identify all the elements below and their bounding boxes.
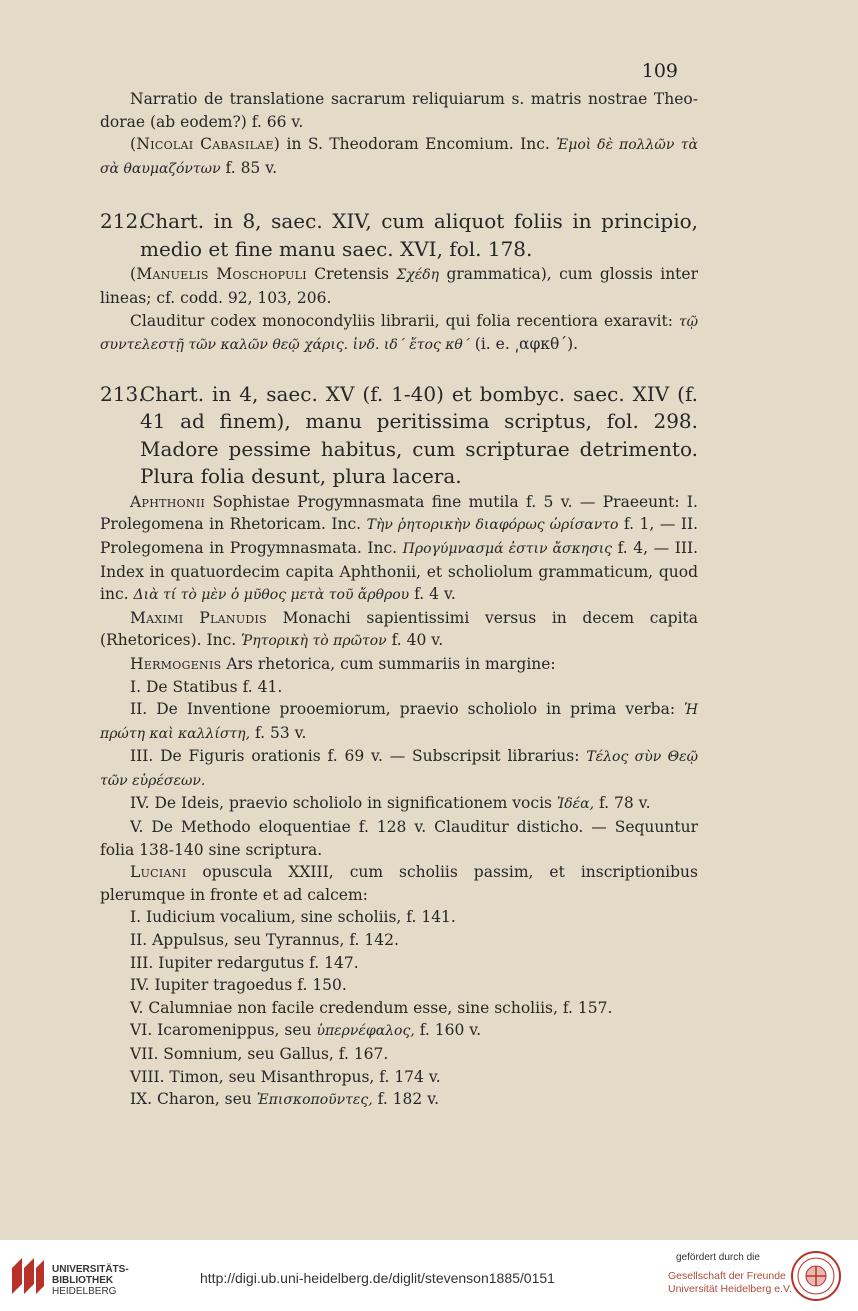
entry-212-heading: 212.Chart. in 8, saec. XIV, cum aliquot foliis in principio, medio et fine manu saec. XVI, fol. 178. [100,209,698,261]
university-library-name: UNIVERSITÄTS- BIBLIOTHEK HEIDELBERG [52,1264,129,1297]
entry-213-aphthonius: Aphthonii Sophistae Progymnasmata fine mutila f. 5 v. — Praeeunt: I. Prolegomena in Rhetoricam. Inc. Τὴν ῥητορικὴν διαφόρως ὡρίσαντο f. 1, — II. Prolegomena in Progymnasmata. Inc. Προγύμνασμά ἐστιν ἄσκησις f. 4, — III. Index in quatuordecim capita Aphthonii, et scholiolum grammaticum, quod inc. Διὰ τί τὸ μὲν ὁ μῦθος μετὰ τοῦ ἄρθρου f. 4 v. [100,492,699,604]
hermogenes-item: III. De Figuris orationis f. 69 v. — Subscripsit librarius: Τέλος σὺν Θεῷ τῶν εὑρέσεων. [100,747,698,789]
hermogenes-item: I. De Statibus f. 41. [130,677,283,696]
university-library-logo-icon[interactable] [8,1254,46,1298]
lucian-item: III. Iupiter redargutus f. 147. [130,953,359,972]
entry-213-planudes: Maximi Planudis Monachi sapientissimi versus in decem capita (Rhetorices). Inc. Ῥητορικὴ τὸ πρῶτον f. 40 v. [100,608,698,650]
entry-212-colophon: Clauditur codex monocondyliis librarii, qui folia recentiora exaravit: τῷ συντελεστῇ τῶν καλῶν θεῷ χάρις. ἰνδ. ιδ΄ ἔτος κθ΄ (i. e. ͵αφκθ΄). [100,311,698,354]
hermogenes-item: V. De Methodo eloquentiae f. 128 v. Clauditur disticho. — Sequuntur folia 138-140 sine scriptura. [100,818,698,859]
lucian-item: VI. Icaromenippus, seu ὑπερνέφαλος, f. 160 v. [130,1021,482,1040]
footer-bar [0,1240,858,1311]
lucian-item: I. Iudicium vocalium, sine scholiis, f. 141. [130,908,456,927]
entry-213 [100,381,698,1112]
entry-213-lucian: Luciani opuscula XXIII, cum scholiis passim, et inscriptionibus plerumque in fronte et ad calcem: [100,863,698,904]
lucian-item: VII. Somnium, seu Gallus, f. 167. [130,1045,389,1063]
page-text [100,88,698,1112]
page-number: 109 [641,60,678,82]
lucian-item: IV. Iupiter tragoedus f. 150. [130,976,347,995]
intro-narratio: Narratio de translatione sacrarum reliquiarum s. matris nostrae Theo- dorae (ab eodem?) f. 66 v. [100,90,698,131]
lucian-item: VIII. Timon, seu Misanthropus, f. 174 v. [130,1067,441,1086]
lucian-item: IX. Charon, seu Ἐπισκοποῦντες, f. 182 v. [130,1090,440,1109]
sponsor-name[interactable]: Gesellschaft der Freunde Universität Heidelberg e.V. [668,1270,792,1295]
intro-encomium: (Nicolai Cabasilae) in S. Theodoram Encomium. Inc. Ἐμοὶ δὲ πολλῶν τὰ σὰ θαυμαζόντων f. 85 v. [100,135,698,177]
university-seal-icon [790,1250,842,1302]
entry-212-moschopulus: (Manuelis Moschopuli Cretensis Σχέδη grammatica), cum glossis inter lineas; cf. codd. 92, 103, 206. [100,265,698,307]
sponsor-label: gefördert durch die [676,1252,760,1263]
entry-213-heading: 213.Chart. in 4, saec. XV (f. 1-40) et bombyc. saec. XIV (f. 41 ad finem), manu peritissima scriptus, fol. 298. Madore pessime habitus, cum scripturae detrimento. Plura folia desunt, plura lacera. [100,381,698,489]
permalink-url[interactable]: http://digi.ub.uni-heidelberg.de/diglit/stevenson1885/0151 [200,1270,555,1286]
entry-212 [100,208,698,356]
lucian-item: V. Calumniae non facile credendum esse, sine scholiis, f. 157. [130,998,613,1017]
intro-block [100,88,698,180]
hermogenes-item: IV. De Ideis, praevio scholiolo in significationem vocis Ἰδέα, f. 78 v. [130,794,651,813]
entry-213-hermogenes: Hermogenis Ars rhetorica, cum summariis in margine: [130,654,556,673]
hermogenes-item: II. De Inventione prooemiorum, praevio scholiolo in prima verba: Ἡ πρώτη καὶ καλλίστη, f. 53 v. [100,700,698,742]
lucian-item: II. Appulsus, seu Tyrannus, f. 142. [130,931,399,950]
